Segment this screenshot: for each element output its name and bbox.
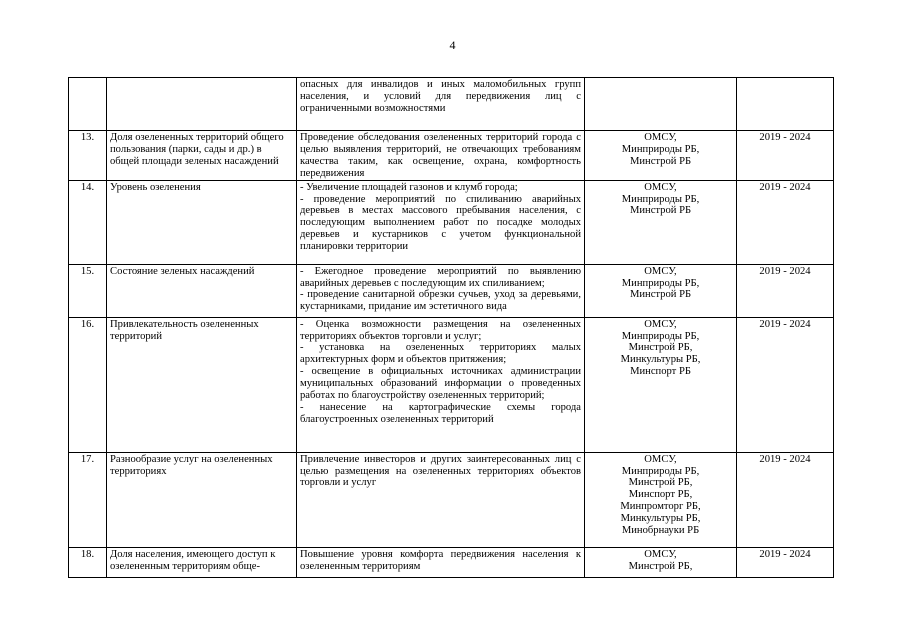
indicator-cell: Состояние зеленых насаждений xyxy=(107,264,297,317)
responsible-agency: ОМСУ, xyxy=(644,132,677,143)
indicator-cell: Привлекательность озелененных территорий xyxy=(107,317,297,452)
activity-item: - Оценка возможности размещения на озелененных территориях объектов торговли и услуг; xyxy=(300,318,581,342)
table-row xyxy=(69,78,834,131)
responsible-agency: Минстрой РБ, xyxy=(628,560,693,572)
responsible-cell xyxy=(585,317,737,452)
responsible-agency: Минпромторг РБ, xyxy=(620,501,701,513)
row-number-cell xyxy=(69,78,107,131)
activities-cell xyxy=(297,180,585,264)
table-row xyxy=(69,547,834,577)
row-number-cell: 14. xyxy=(69,180,107,264)
activity-item: Проведение обследования озелененных территорий города с целью выявления территорий, не отвечающих требованиям качества таким, как освещение, охрана, комфортность передвижения xyxy=(300,132,581,179)
activity-item: - Увеличение площадей газонов и клумб города; xyxy=(300,181,518,193)
page-number: 4 xyxy=(449,38,456,52)
responsible-agency: Минкультуры РБ, xyxy=(620,513,701,525)
row-number-cell: 18. xyxy=(69,547,107,577)
responsible-agency: Минстрой РБ, xyxy=(628,477,693,489)
responsible-agency: Минстрой РБ xyxy=(629,289,692,301)
indicator-cell: Доля населения, имеющего доступ к озелененным территориям обще- xyxy=(107,547,297,577)
responsible-agency: ОМСУ, xyxy=(644,265,677,277)
responsible-agency: Минприроды РБ, xyxy=(621,143,700,155)
indicator-cell: Уровень озеленения xyxy=(107,180,297,264)
measures-table xyxy=(68,77,834,578)
indicator-cell xyxy=(107,78,297,131)
responsible-agency: ОМСУ, xyxy=(644,181,677,193)
responsible-agency: Минприроды РБ, xyxy=(621,193,700,205)
responsible-cell xyxy=(585,452,737,547)
responsible-agency: Минстрой РБ xyxy=(629,205,692,217)
activity-item: - проведение мероприятий по спиливанию аварийных деревьев в местах массового пребывания населения, с последующим выполнением работ по посадке молодых деревьев и кустарников с учетом функциональной планировки территории xyxy=(300,193,581,253)
row-number-cell: 17. xyxy=(69,452,107,547)
activity-item: - освещение в официальных источниках администрации муниципальных образований информации о проведенных работах по благоустройству озелененных территорий; xyxy=(300,366,581,402)
table-row xyxy=(69,317,834,452)
measures-table-body xyxy=(69,78,834,578)
table-row xyxy=(69,452,834,547)
period-cell: 2019 - 2024 xyxy=(737,180,834,264)
period-cell: 2019 - 2024 xyxy=(737,131,834,181)
indicator-cell: Доля озелененных территорий общего пользования (парки, сады и др.) в общей площади зеленых насаждений xyxy=(107,131,297,181)
activity-item: - нанесение на картографические схемы города благоустроенных озелененных территорий xyxy=(300,401,581,425)
responsible-agency: ОМСУ, xyxy=(644,318,677,330)
table-row xyxy=(69,264,834,317)
row-number-cell: 16. xyxy=(69,317,107,452)
responsible-agency: ОМСУ, xyxy=(644,453,677,465)
activities-cell xyxy=(297,547,585,577)
responsible-cell xyxy=(585,264,737,317)
responsible-cell xyxy=(585,547,737,577)
responsible-cell xyxy=(585,78,737,131)
responsible-agency: Минприроды РБ, xyxy=(621,330,700,342)
responsible-agency: Минкультуры РБ, xyxy=(620,354,701,366)
activity-item: Повышение уровня комфорта передвижения населения к озелененным территориям xyxy=(300,548,581,572)
period-cell: 2019 - 2024 xyxy=(737,317,834,452)
period-cell xyxy=(737,78,834,131)
table-row xyxy=(69,131,834,181)
activity-item: - Ежегодное проведение мероприятий по выявлению аварийных деревьев с последующим их спиливанием; xyxy=(300,265,581,289)
responsible-agency: Минобрнауки РБ xyxy=(621,525,700,537)
responsible-agency: Минприроды РБ, xyxy=(621,277,700,289)
row-number-cell: 15. xyxy=(69,264,107,317)
responsible-cell xyxy=(585,131,737,181)
responsible-agency: Минстрой РБ, xyxy=(628,342,693,354)
activity-item: Привлечение инвесторов и других заинтересованных лиц с целью размещения на озелененных территориях объектов торговли и услуг xyxy=(300,453,581,489)
activities-cell xyxy=(297,131,585,181)
period-cell: 2019 - 2024 xyxy=(737,452,834,547)
activity-item: - установка на озелененных территориях малых архитектурных форм и объектов притяжения; xyxy=(300,342,581,366)
responsible-agency: ОМСУ, xyxy=(644,548,677,560)
period-cell: 2019 - 2024 xyxy=(737,264,834,317)
activity-item: - проведение санитарной обрезки сучьев, уход за деревьями, кустарниками, придание им эстетичного вида xyxy=(300,289,581,313)
responsible-agency: Минспорт РБ, xyxy=(628,489,693,501)
responsible-agency: Минприроды РБ, xyxy=(621,465,700,477)
activity-item: опасных для инвалидов и иных маломобильных групп населения, и условий для передвижения лиц с ограниченными возможностями xyxy=(300,79,581,114)
table-row xyxy=(69,180,834,264)
responsible-agency: Минспорт РБ xyxy=(630,366,691,378)
responsible-cell xyxy=(585,180,737,264)
activities-cell xyxy=(297,78,585,131)
row-number-cell: 13. xyxy=(69,131,107,181)
period-cell: 2019 - 2024 xyxy=(737,547,834,577)
responsible-agency: Минстрой РБ xyxy=(629,155,692,167)
activities-cell xyxy=(297,317,585,452)
indicator-cell: Разнообразие услуг на озелененных территориях xyxy=(107,452,297,547)
activities-cell xyxy=(297,264,585,317)
activities-cell xyxy=(297,452,585,547)
